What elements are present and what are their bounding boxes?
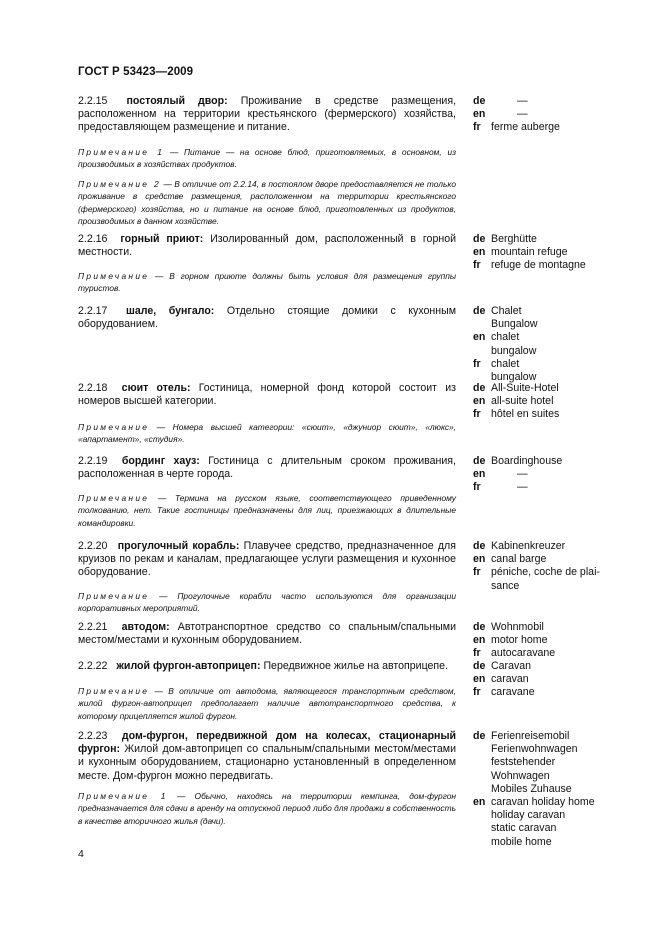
- lang-code: en: [473, 673, 486, 686]
- term-definition: Изолированный дом, расположенный в горной местности.: [78, 233, 456, 259]
- term-definition: Жилой дом-автоприцеп со спальным/спальными местом/местами и кухонным оборудованием, стационарно установленный в определенном месте. Дом-фургон можно передвигать.: [78, 743, 456, 782]
- equivalent-term: Boardinghouse: [491, 455, 563, 467]
- term-name: жилой фургон-автоприцеп:: [116, 660, 261, 672]
- equivalents-2-2-22: [473, 660, 633, 700]
- lang-code: en: [473, 796, 486, 809]
- equivalent-term: péniche, coche de plai-: [491, 566, 600, 579]
- term-name: дом-фургон, передвижной дом на колесах, стационарный фургон:: [78, 730, 457, 756]
- term-entry-2-2-15: [78, 95, 456, 135]
- lang-code: de: [473, 233, 486, 245]
- equivalent-term: Ferienreisemobil: [491, 730, 570, 742]
- equivalent-term-continued: bungalow: [491, 371, 537, 384]
- term-definition: Плавучее средство, предназначенное для круизов по рекам и каналам, предлагающее услуги размещения и кухонное оборудование.: [78, 540, 456, 579]
- note: [78, 146, 456, 171]
- equivalents-2-2-18: [473, 382, 633, 422]
- equivalent-term: caravane: [491, 686, 535, 699]
- equivalent-term: autocaravane: [491, 647, 556, 660]
- note-label: Примечание: [78, 493, 150, 503]
- note-text: — В отличие от 2.2.14, в постоялом дворе предоставляется не только проживание в средстве размещения, расположенном на территории крестьянского (фермерского) хозяйства, но и питание на основе блюд, приготовленных из продуктов, производимых в данном хозяйстве.: [78, 179, 456, 226]
- equivalent-term: Chalet: [491, 305, 522, 317]
- term-definition: Гостиница с длительным сроком проживания, расположенная в черте города.: [78, 455, 456, 481]
- equivalent-term-continued: Ferienwohnwagen: [491, 743, 578, 756]
- term-number: 2.2.15: [78, 95, 108, 107]
- term-definition: Проживание в средстве размещения, расположенном на территории крестьянского (фермерского) хозяйства, предоставляющем размещение и питание.: [78, 95, 457, 134]
- term-name: бординг хауз:: [121, 455, 200, 467]
- note-label: Примечание: [78, 422, 150, 432]
- term-number: 2.2.23: [78, 730, 108, 742]
- term-entry-2-2-19: [78, 455, 456, 481]
- term-entry-2-2-23: [78, 730, 456, 783]
- lang-code: fr: [473, 566, 481, 579]
- equivalents-2-2-16: [473, 233, 633, 273]
- equivalents-2-2-15: [473, 95, 633, 135]
- term-entry-2-2-16: [78, 233, 456, 259]
- lang-code: de: [473, 305, 486, 317]
- note-label: Примечание 1: [78, 791, 168, 801]
- lang-code: fr: [473, 408, 481, 421]
- term-name: сюит отель:: [121, 382, 191, 394]
- lang-code: de: [473, 382, 486, 394]
- lang-code: fr: [473, 686, 481, 699]
- equivalent-term: ferme auberge: [491, 121, 560, 134]
- equivalent-term-continued: feststehender: [491, 756, 556, 769]
- equivalent-term: —: [517, 95, 528, 107]
- equivalent-term: caravan holiday home: [491, 796, 595, 809]
- note: [78, 790, 456, 827]
- equivalents-2-2-23: [473, 730, 633, 849]
- equivalent-term-continued: Mobiles Zuhause: [491, 782, 572, 795]
- lang-code: fr: [473, 357, 481, 370]
- note-label: Примечание: [78, 686, 150, 696]
- term-definition: Передвижное жилье на автоприцепе.: [263, 660, 448, 672]
- lang-code: fr: [473, 259, 481, 272]
- lang-code: en: [473, 468, 486, 481]
- equivalent-term: chalet: [491, 331, 520, 344]
- term-definition: Гостиница, номерной фонд которой состоит из номеров высшей категории.: [78, 382, 456, 408]
- equivalent-term: all-suite hotel: [491, 395, 554, 408]
- equivalent-term: All-Suite-Hotel: [491, 382, 559, 394]
- equivalents-2-2-21: [473, 621, 633, 661]
- equivalent-term: chalet: [491, 357, 520, 370]
- term-name: горный приют:: [120, 233, 204, 245]
- equivalent-term: —: [517, 468, 528, 481]
- term-number: 2.2.22: [78, 660, 108, 672]
- lang-code: de: [473, 730, 486, 742]
- note-text: — В отличие от автодома, являющегося транспортным средством, жилой фургон-автоприцеп предполагает наличие автотранспортного средства, к которому прицепляется жилой фургон.: [78, 686, 457, 721]
- term-entry-2-2-17: [78, 305, 456, 331]
- equivalent-term-continued: sance: [491, 579, 520, 592]
- equivalent-term: Kabinenkreuzer: [491, 540, 566, 552]
- term-number: 2.2.18: [78, 382, 108, 394]
- equivalent-term: canal barge: [491, 553, 547, 566]
- equivalents-2-2-19: [473, 455, 633, 495]
- term-definition: Отдельно стоящие домики с кухонным оборудованием.: [78, 305, 457, 331]
- term-entry-2-2-21: [78, 621, 456, 647]
- note: [78, 421, 456, 446]
- lang-code: de: [473, 660, 486, 672]
- page-number: 4: [78, 848, 84, 860]
- equivalent-term: Caravan: [491, 660, 532, 672]
- note-text: — Прогулочные корабли часто используются для организации корпоративных мероприятий.: [78, 591, 456, 614]
- lang-code: de: [473, 621, 486, 633]
- term-name: постоялый двор:: [126, 95, 228, 107]
- term-entry-2-2-18: [78, 382, 456, 408]
- term-entry-2-2-22: [78, 660, 456, 673]
- term-number: 2.2.19: [78, 455, 108, 467]
- note-text: — Номера высшей категории: «сюит», «джуниор сюит», «люкс», «апартамент», «студия».: [78, 422, 456, 445]
- lang-code: de: [473, 540, 486, 552]
- equivalent-term: motor home: [491, 634, 548, 647]
- lang-code: en: [473, 553, 486, 566]
- note: [78, 270, 456, 295]
- lang-code: fr: [473, 481, 481, 494]
- note-text: — В горном приюте должны быть условия для размещения группы туристов.: [78, 271, 456, 294]
- term-name: шале, бунгало:: [126, 305, 215, 317]
- lang-code: en: [473, 331, 486, 344]
- lang-code: fr: [473, 647, 481, 660]
- equivalent-term: hôtel en suites: [491, 408, 560, 421]
- equivalent-term-continued: mobile home: [491, 835, 552, 848]
- term-number: 2.2.16: [78, 233, 108, 245]
- equivalent-term: Berghütte: [491, 233, 537, 245]
- equivalent-term-continued: static caravan: [491, 822, 557, 835]
- equivalent-term-continued: holiday caravan: [491, 809, 566, 822]
- equivalent-term-continued: Wohnwagen: [491, 769, 550, 782]
- note-label: Примечание 1: [78, 147, 165, 157]
- equivalents-2-2-20: [473, 540, 633, 593]
- lang-code: de: [473, 455, 486, 467]
- term-entry-2-2-20: [78, 540, 456, 580]
- equivalent-term-continued: Bungalow: [491, 318, 538, 331]
- document-header: ГОСТ Р 53423—2009: [78, 66, 194, 78]
- term-definition: Автотранспортное средство со спальным/спальными местом/местами и кухонным оборудованием.: [78, 621, 456, 647]
- note: [78, 685, 456, 722]
- note-text: — Термина на русском языке, соответствующего приведенному толкованию, нет. Такие гостиницы предназначены для лиц, приезжающих в длительные командировки.: [78, 493, 456, 528]
- lang-code: de: [473, 95, 486, 107]
- lang-code: en: [473, 634, 486, 647]
- equivalent-term-continued: bungalow: [491, 344, 537, 357]
- equivalent-term: —: [517, 481, 528, 494]
- term-number: 2.2.20: [78, 540, 108, 552]
- note-text: — Питание — на основе блюд, приготовляемых, в основном, из производимых в хозяйствах продуктов.: [78, 147, 456, 170]
- note-label: Примечание: [78, 591, 150, 601]
- lang-code: en: [473, 108, 486, 121]
- note-label: Примечание 2: [78, 179, 161, 189]
- equivalent-term: caravan: [491, 673, 529, 686]
- term-name: автодом:: [121, 621, 170, 633]
- note: [78, 590, 456, 615]
- note-label: Примечание: [78, 271, 150, 281]
- note: [78, 178, 456, 227]
- note: [78, 492, 456, 529]
- note-text: — Обычно, находясь на территории кемпинга, дом-фургон предназначается для сдачи в аренду на отпускной период либо для продажи в собственность в качестве вторичного жилья (дачи).: [78, 791, 457, 826]
- lang-code: en: [473, 246, 486, 259]
- equivalent-term: Wohnmobil: [491, 621, 544, 633]
- term-name: прогулочный корабль:: [117, 540, 240, 552]
- equivalent-term: mountain refuge: [491, 246, 568, 259]
- equivalent-term: refuge de montagne: [491, 259, 586, 272]
- term-number: 2.2.17: [78, 305, 108, 317]
- term-number: 2.2.21: [78, 621, 108, 633]
- lang-code: fr: [473, 121, 481, 134]
- equivalent-term: —: [517, 108, 528, 121]
- lang-code: en: [473, 395, 486, 408]
- equivalents-2-2-17: [473, 305, 633, 384]
